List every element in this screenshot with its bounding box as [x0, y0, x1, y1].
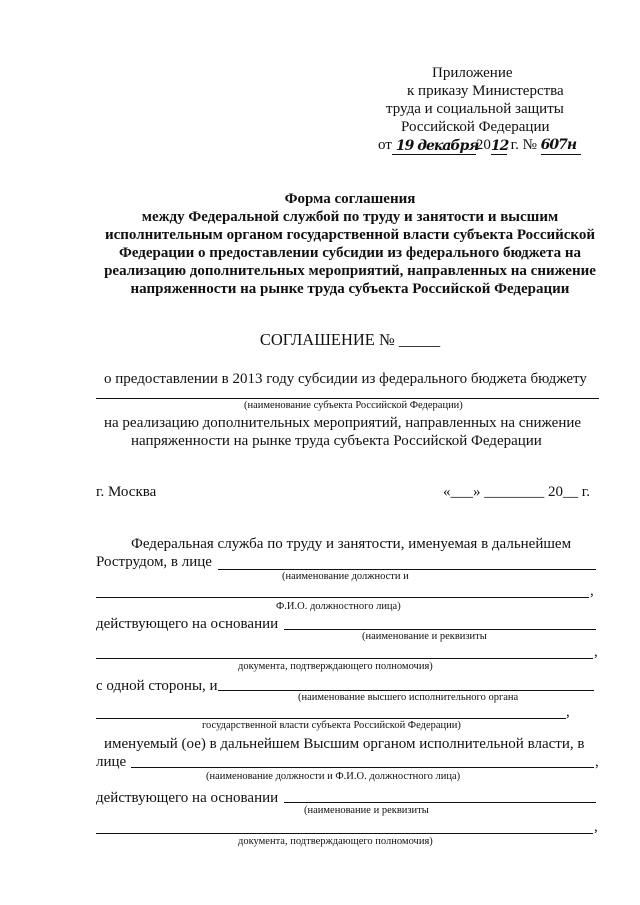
representative-line [218, 569, 596, 570]
position-fio-line-comma: , [595, 754, 599, 770]
fio-line [96, 597, 589, 598]
document-line-1 [96, 658, 593, 659]
name-details-caption-1: (наименование и реквизиты [362, 631, 487, 642]
year-prefix: 20 [475, 137, 491, 153]
number-prefix: г. № [510, 137, 537, 153]
date-field [392, 138, 479, 155]
basis-line-1 [284, 629, 596, 630]
position-fio-line [131, 767, 594, 768]
handwritten-year: 12 [490, 138, 509, 154]
paragraph2-line1: именуемый (ое) в дальнейшем Высшим органом исполнительной власти, в [104, 736, 585, 752]
document-caption-1: документа, подтверждающего полномочия) [238, 661, 433, 672]
agreement-subject: о предоставлении в 2013 году субсидии из федерального бюджета бюджету [104, 371, 587, 387]
federation-name: Российской Федерации [401, 119, 550, 135]
fio-caption: Ф.И.О. должностного лица) [276, 601, 401, 612]
subject-name-caption: (наименование субъекта Российской Федерации) [244, 400, 463, 411]
acting-basis-2: действующего на основании [96, 790, 279, 806]
basis-line-2 [284, 802, 596, 803]
state-power-caption: государственной власти субъекта Российской Федерации) [202, 720, 461, 731]
subject-name-line [96, 398, 599, 399]
handwritten-date: 19 декабря [395, 138, 479, 154]
appendix-label: Приложение [432, 65, 513, 81]
order-reference: к приказу Министерства [407, 83, 564, 99]
form-title-line2: между Федеральной службой по труду и занятости и высшим [141, 209, 559, 225]
document-line-2-comma: , [594, 819, 598, 835]
state-power-line [96, 718, 566, 719]
form-title-line6: напряженности на рынке труда субъекта Российской Федерации [130, 281, 570, 297]
city-label: г. Москва [96, 484, 157, 500]
fio-line-comma: , [590, 583, 594, 599]
year-field [491, 138, 507, 155]
higher-body-line [218, 690, 594, 691]
paragraph2-line2: лице [96, 754, 127, 770]
date-prefix: от [378, 137, 392, 153]
paragraph1-line2: Рострудом, в лице [96, 554, 212, 570]
agreement-purpose-line2: напряженности на рынке труда субъекта Российской Федерации [131, 433, 542, 449]
order-date-line [378, 136, 581, 155]
handwritten-order-number: 607н [541, 136, 581, 155]
acting-basis-1: действующего на основании [96, 616, 279, 632]
name-details-caption-2: (наименование и реквизиты [304, 805, 429, 816]
position-caption: (наименование должности и [282, 571, 409, 582]
document-line-1-comma: , [594, 644, 598, 660]
state-power-line-comma: , [566, 704, 570, 720]
form-title-line5: реализацию дополнительных мероприятий, направленных на снижение [104, 263, 596, 279]
form-title: Форма соглашения [284, 191, 416, 207]
form-title-line3: исполнительным органом государственной власти субъекта Российской [104, 227, 596, 243]
document-line-2 [96, 833, 593, 834]
agreement-heading: СОГЛАШЕНИЕ № _____ [259, 330, 441, 349]
document-caption-2: документа, подтверждающего полномочия) [238, 836, 433, 847]
agreement-date-template: «___» ________ 20__ г. [443, 484, 590, 500]
one-side-label: с одной стороны, и [96, 678, 218, 694]
ministry-name: труда и социальной защиты [386, 101, 564, 117]
position-fio-caption: (наименование должности и Ф.И.О. должностного лица) [206, 771, 461, 782]
paragraph1-line1: Федеральная служба по труду и занятости, именуемая в дальнейшем [131, 536, 572, 552]
form-title-line4: Федерации о предоставлении субсидии из федерального бюджета на [118, 245, 582, 261]
higher-body-caption: (наименование высшего исполнительного органа [298, 692, 519, 703]
agreement-purpose-line1: на реализацию дополнительных мероприятий, направленных на снижение [104, 415, 582, 431]
